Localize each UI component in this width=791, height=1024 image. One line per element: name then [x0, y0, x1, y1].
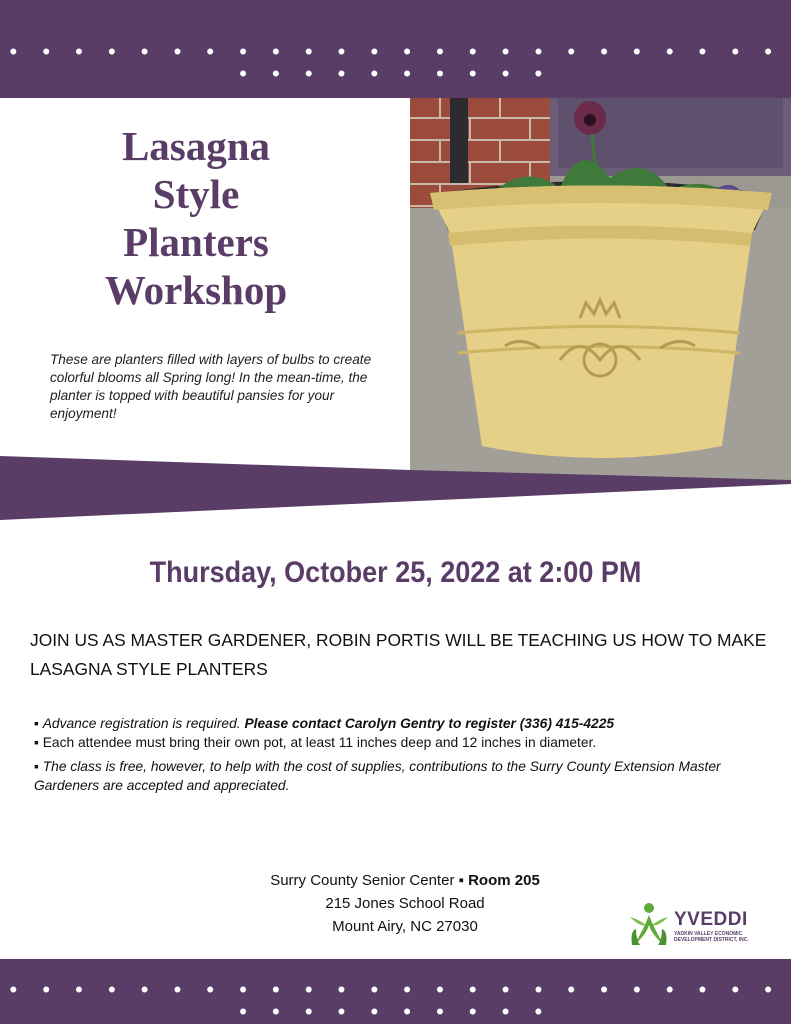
join-announcement: JOIN US AS MASTER GARDENER, ROBIN PORTIS WILL BE TEACHING US HOW TO MAKE LASAGNA STYLE PLANTERS — [30, 630, 767, 679]
event-location — [230, 869, 580, 938]
footer-dots: • • • • • • • • • • • • • • • • • • • • • • • • • • • • • • • • • • — [9, 977, 782, 1024]
registration-note — [34, 714, 774, 733]
registration-required: Advance registration is required. — [42, 716, 245, 731]
registration-contact: Please contact Carolyn Gentry to register (336) 415-4225 — [244, 716, 615, 731]
pot-requirement: ▪ Each attendee must bring their own pot, at least 11 inches deep and 12 inches in diameter. — [34, 735, 597, 750]
logo-name: YVEDDI — [674, 909, 748, 930]
yveddi-logo — [626, 901, 761, 951]
venue-line — [230, 869, 580, 892]
intro-text: These are planters filled with layers of bulbs to create colorful blooms all Spring long! In the mean-time, the planter is topped with beautiful pansies for your enjoyment! — [50, 352, 372, 421]
event-details — [34, 714, 774, 795]
event-date: Thursday, October 25, 2022 at 2:00 PM — [149, 556, 642, 589]
title-line: Style — [152, 171, 240, 217]
bullet-marker: ▪ — [34, 716, 43, 731]
venue-name: Surry County Senior Center ▪ — [270, 872, 469, 889]
leaf-person-icon — [626, 901, 672, 947]
city-state-zip: Mount Airy, NC 27030 — [332, 918, 478, 935]
room-number: Room 205 — [468, 872, 540, 889]
cost-note: ▪ The class is free, however, to help with the cost of supplies, contributions to the Surry County Extension Master Gardeners are accepted and appreciated. — [34, 759, 721, 793]
logo-tagline: YADKIN VALLEY ECONOMIC DEVELOPMENT DISTRICT, INC. — [674, 931, 749, 943]
title-line: Lasagna — [121, 123, 271, 169]
title-line: Workshop — [104, 267, 288, 313]
title-line: Planters — [123, 219, 269, 265]
footer-band — [0, 959, 791, 1024]
street-address: 215 Jones School Road — [325, 895, 485, 912]
header-dots: • • • • • • • • • • • • • • • • • • • • • • • • • • • • • • • • • • — [9, 39, 782, 86]
